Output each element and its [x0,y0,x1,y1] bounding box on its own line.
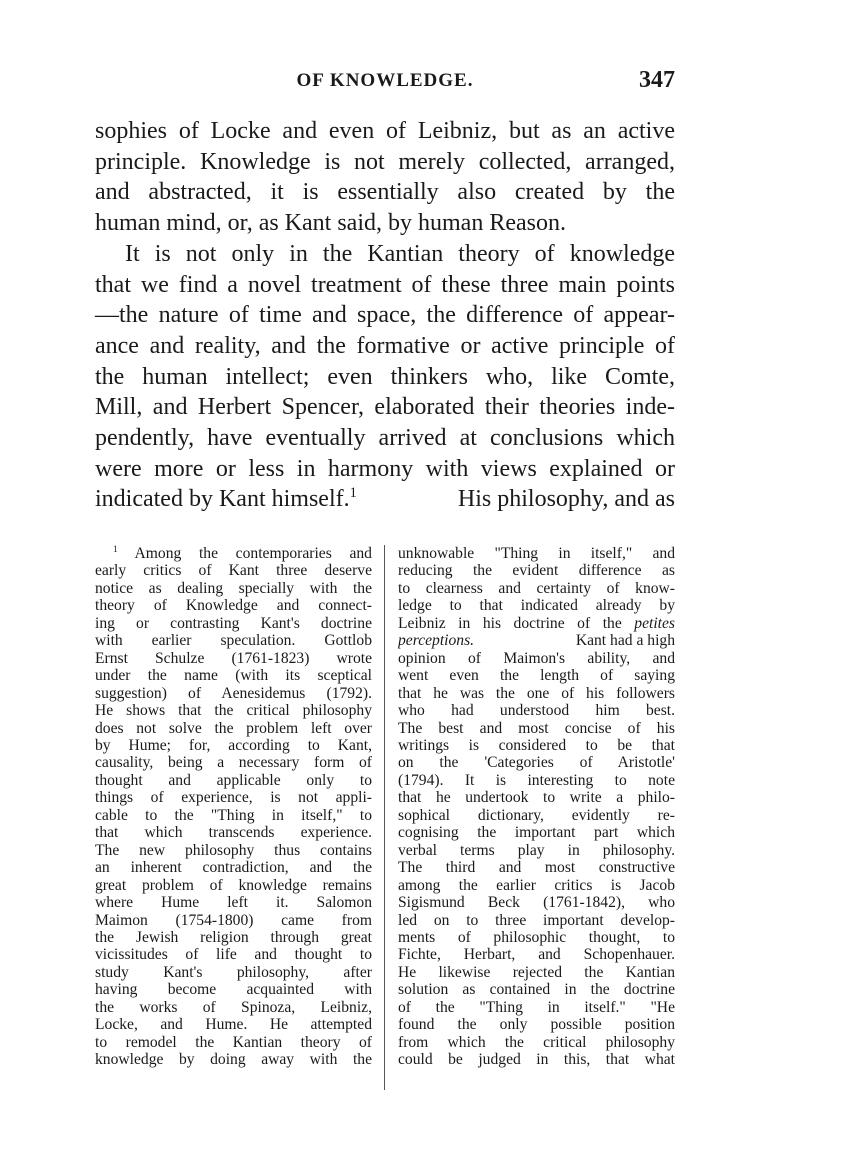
footnote-line: He shows that the critical philosophy [95,702,372,720]
footnote-line: that which transcends experience. [95,824,372,842]
footnote-line: the Jewish religion through great [95,928,372,946]
running-head [95,67,675,100]
main-text [95,116,675,515]
footnote-line: led on to three important develop- [398,911,675,929]
footnote-line: the works of Spinoza, Leibniz, [95,998,372,1016]
footnote-line: ing or contrasting Kant's doctrine [95,614,372,632]
page-number: 347 [639,67,675,93]
footnote-line: Sigismund Beck (1761-1842), who [398,894,675,912]
footnote-line: Locke, and Hume. He attempted [95,1016,372,1034]
footnote-line: of the "Thing in itself." "He [398,998,675,1016]
footnote-line-text: Kant had a high [575,632,675,650]
footnote-line: by Hume; for, according to Kant, [95,736,372,754]
text-line: ance and reality, and the formative or active principle of [95,332,675,359]
footnote-line [95,545,372,562]
footnote-line: Ernst Schulze (1761-1823) wrote [95,649,372,667]
footnote-line-text: Leibniz in his doctrine of the [398,614,622,632]
text-line: the human intellect; even thinkers who, like Comte, [95,363,675,390]
footnote-line: opinion of Maimon's ability, and [398,649,675,667]
footnote-line: verbal terms play in philosophy. [398,841,675,859]
footnote-line: early critics of Kant three deserve [95,562,372,580]
chapter-title: OF KNOWLEDGE. [296,70,474,91]
footnote-line: found the only possible position [398,1016,675,1034]
footnote-line: things of experience, is not appli- [95,789,372,807]
footnote-line: to clearness and certainty of know- [398,579,675,597]
text-line: that we find a novel treatment of these three main points [95,271,675,298]
footnote-line: from which the critical philosophy [398,1033,675,1051]
footnote-line: Fichte, Herbart, and Schopenhauer. [398,946,675,964]
footnote-line: ments of philosophic thought, to [398,928,675,946]
footnote-line-text: Among the contemporaries and [134,545,372,562]
footnote-line: among the earlier critics is Jacob [398,876,675,894]
footnote-line: cognising the important part which [398,824,675,842]
footnote-line: having become acquainted with [95,981,372,999]
footnote-line: ledge to that indicated already by [398,597,675,615]
footnote-line: where Hume left it. Salomon [95,894,372,912]
footnote-line: He likewise rejected the Kantian [398,963,675,981]
footnote-line: solution as contained in the doctrine [398,981,675,999]
footnote-line: with earlier speculation. Gottlob [95,632,372,650]
footnote-line: who had understood him best. [398,702,675,720]
footnote-line: went even the length of saying [398,667,675,685]
footnote-line: an inherent contradiction, and the [95,859,372,877]
footnote-line: writings is considered to be that [398,736,675,754]
footnote-line: unknowable "Thing in itself," and [398,545,675,562]
footnote-line: suggestion) of Aenesidemus (1792). [95,684,372,702]
text-line: and abstracted, it is essentially also created by the [95,179,675,206]
italic-term: perceptions. [398,632,475,650]
footnote-line: that he was the one of his followers [398,684,675,702]
italic-term: petites [634,614,675,632]
footnote-line: The third and most constructive [398,859,675,877]
footnote-line: (1794). It is interesting to note [398,771,675,789]
text-line: pendently, have eventually arrived at conclusions which [95,425,675,452]
footnote-line: The best and most concise of his [398,719,675,737]
text-line-with-footnote-ref [95,484,675,515]
footnote-line: thought and applicable only to [95,771,372,789]
footnote-line: cable to the "Thing in itself," to [95,806,372,824]
text-segment [95,484,357,515]
footnote-line: causality, being a necessary form of [95,754,372,772]
footnote-line: Maimon (1754-1800) came from [95,911,372,929]
text-line: human mind, or, as Kant said, by human Reason. [95,210,566,237]
footnote-line: knowledge by doing away with the [95,1051,372,1069]
footnote-line: reducing the evident difference as [398,562,675,580]
footnote-line: The new philosophy thus contains [95,841,372,859]
text-line: Mill, and Herbert Spencer, elaborated their theories inde- [95,394,675,421]
footnote-column-right [398,545,675,1069]
footnote-reference[interactable]: 1 [349,485,357,502]
column-divider [384,545,385,1090]
text-line: —the nature of time and space, the difference of appear- [95,302,675,329]
paragraph [95,239,675,515]
footnote-line: under the name (with its sceptical [95,667,372,685]
footnote-marker: 1 [113,545,118,555]
footnote-line: on the 'Categories of Aristotle' [398,754,675,772]
footnote-line: great problem of knowledge remains [95,876,372,894]
text-line: It is not only in the Kantian theory of knowledge [125,240,675,267]
footnote-line: vicissitudes of life and thought to [95,946,372,964]
footnote-line: does not solve the problem left over [95,719,372,737]
text-line: were more or less in harmony with views explained or [95,455,675,482]
footnote-line: theory of Knowledge and connect- [95,597,372,615]
footnote-line: study Kant's philosophy, after [95,963,372,981]
footnote-column-left [95,545,372,1069]
footnote-line: that he undertook to write a philo- [398,789,675,807]
text-segment: His philosophy, and as [457,486,675,513]
footnote-line: could be judged in this, that what [398,1051,675,1069]
footnote-line [398,615,675,632]
paragraph-continued [95,116,675,239]
text-segment-words: indicated by Kant himself. [95,486,350,513]
footnote-line [398,632,675,649]
footnote-line: to remodel the Kantian theory of [95,1033,372,1051]
footnote-line: notice as dealing specially with the [95,579,372,597]
footnote-line: sophical dictionary, evidently re- [398,806,675,824]
text-line: sophies of Locke and even of Leibniz, but as an active [95,118,675,144]
text-line: principle. Knowledge is not merely collected, arranged, [95,148,675,175]
